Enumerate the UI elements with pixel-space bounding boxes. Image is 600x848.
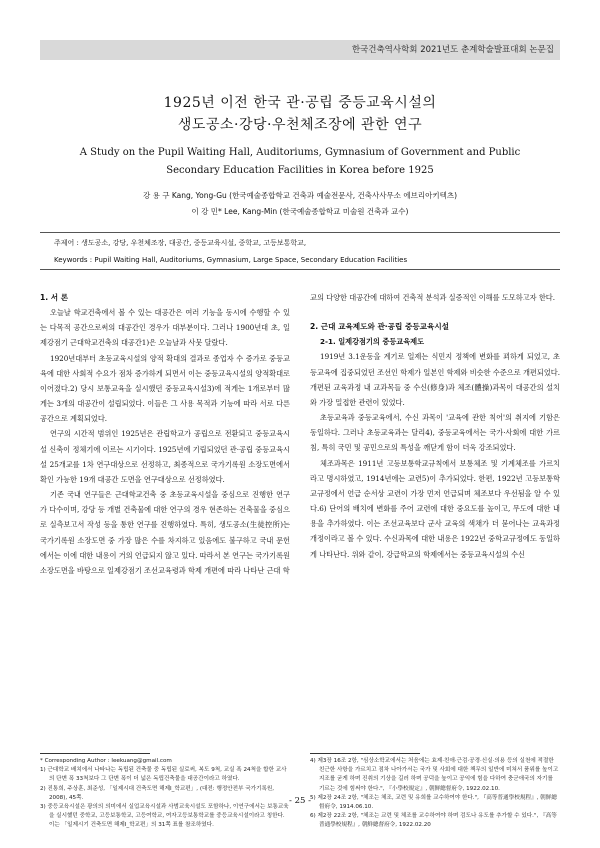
author-2: 이 강 민* Lee, Kang-Min (한국예술종합학교 미술원 건축과 교수) [191,207,409,216]
section-heading-2: 2. 근대 교육제도와 관·공립 중등교육시설 [310,322,449,332]
footnote: * Corresponding Author : leekuang@gmail.com [40,758,172,764]
right-footnotes [310,757,560,831]
subsection-heading-2-1: 2-1. 일제강점기의 중등교육제도 [320,337,425,347]
paragraph: 기존 국내 연구들은 근대학교건축 중 초등교육시설을 중심으로 진행한 연구가 다수이며, 강당 등 개별 건축물에 대한 연구의 경우 현존하는 건축물을 중심으로 실측보고서 작성 등을 통한 연구를 진행하였다. 특히, 생도공소(生徒控所)는 국가기록원 소장도면 중 가장 많은 수를 차지하고 있음에도 불구하고 국내 문헌에서는 이에 대한 내용이 거의 언급되지 않고 있다. 따라서 본 연구는 국가기록원 소장도면을 바탕으로 일제강점기 조선교육령과 학제 개편에 따라 나타난 근대 학 [40,490,290,575]
footnote: 3) 중등교육시설은 광의의 의미에서 실업교육시설과 사범교육시설도 포함하나, 이연구에서는 보통교육을 실시했던 중학교, 고등보통학교, 고등여학교, 여자고등보통학교를 중등교육시설이라고 칭한다. 이는 「일제시기 건축도면 해제Ⅰ_학교편」의 31쪽 표를 참조하였다. [40,804,289,829]
right-column [310,290,560,562]
author-1: 강 용 구 Kang, Yong-Gu (한국예술종합학교 건축과 예술전문사, 건축사사무소 에브리아키텍츠) [142,191,458,200]
paragraph: 초등교육과 중등교육에서, 수신 과목이 '교육에 관한 칙어'의 취지에 기함은 동일하다. 그러나 초등교육과는 달리4), 중등교육에서는 국가·사회에 대한 가르침, 특히 국민 및 공민으로의 특성을 깨닫게 함이 더욱 강조되었다. [310,413,560,453]
left-column [40,290,290,578]
paragraph-continued: 교의 다양한 대공간에 대하여 건축적 분석과 실증적인 이해를 도모하고자 한다. [310,293,556,302]
footnote: 5) 제2장 24조 2항, "체조는 체조, 교련 및 유희를 교수하여야 한다.", 『高等普通學校規程』, 朝鮮總督府令, 1914.06.10. [310,794,557,811]
title-korean-line-2: 생도공소·강당·우천체조장에 관한 연구 [177,117,423,133]
footnote: 4) 제3장 16조 2항, "심상소학교에서는 처음에는 효제·친애·근검·공경·신실·의용 등의 실천에 적절한 친근한 사항을 가르치고 점차 나아가서는 국가 및 사회에 대한 책무의 일반에 미쳐서 품위를 높이고 지조를 굳게 하며 진취의 기상을 길러 하며 공덕을 높이고 공익에 힘을 다하여 충군애국의 자기를 기르는 것에 힘써야 한다.", 『小學校規定』, 朝鮮總督府令, 1922.02.10. [310,758,559,792]
title-english-line-1: A Study on the Pupil Waiting Hall, Auditoriums, Gymnasium of Government and Public [79,147,521,158]
keywords-korean: 주제어 : 생도공소, 강당, 우천체조장, 대공간, 중등교육시설, 중학교, 고등보통학교, [54,239,307,247]
paragraph: 오늘날 학교건축에서 볼 수 있는 대공간은 여러 기능을 동시에 수행할 수 있는 다목적 공간으로써의 대공간인 경우가 대부분이다. 그러나 1900년대 초, 일제강점기 근대학교건축의 대공간1)은 오늘날과 사뭇 달랐다. [40,308,290,348]
left-footnotes [40,757,290,831]
section-heading-introduction: 1. 서 론 [40,293,69,302]
title-english-line-2: Secondary Education Facilities in Korea before 1925 [166,165,434,176]
footnote: 6) 제2장 22조 2항, "체조는 교련 및 체조를 교수하여야 하며 검도나 유도를 추가할 수 있다.", 『高等普通學校規程』, 朝鮮總督府令, 1922.02.20 [310,813,557,829]
paragraph: 1919년 3.1운동을 계기로 일제는 식민지 정책에 변화를 꾀하게 되었고, 초등교육에 집중되었던 조선인 학제가 일본인 학제와 비슷한 수준으로 개편되었다. 개편된 교육과정 내 교과목들 중 수신(修身)과 체조(體操)과목이 대공간의 설치와 가장 밀접한 관련이 있었다. [310,352,560,407]
running-header: 한국건축역사학회 2021년도 춘계학술발표대회 논문집 [40,40,560,60]
keywords-english: Keywords : Pupil Waiting Hall, Auditoriums, Gymnasium, Large Space, Secondary Education Facilities [54,256,408,264]
paragraph: 연구의 시간적 범위인 1925년은 관립학교가 공립으로 전환되고 중등교육시설 신축이 정체기에 이르는 시기이다. 1925년에 기립되었던 관·공립 중등교육시설 25개교를 1차 연구대상으로 선정하고, 최종적으로 국가기록원 소장도면에서 확인 가능한 19개 대공간 도면을 연구대상으로 선정하였다. [40,429,290,484]
footnote: 1) 근대학교 배치에서 나타나는 독립된 건축물 중 독립된 실로써, 복도 9척, 교실 폭 24척을 합한 교사의 단변 폭 33척보다 그 단변 폭이 더 넓은 독립건축물을 대공간이라고 하였다. [40,767,287,783]
paragraph: 1920년대부터 초등교육시설의 양적 확대의 결과로 종업자 수 증가로 중등교육에 대한 사회적 수요가 점차 증가하게 되면서 이는 중등교육시설의 양적확대로 이어졌다.2) 당시 보통교육을 실시했던 중등교육시설3)에 적게는 1개로부터 많게는 3개의 대공간이 설립되었다. 이들은 그 사용 목적과 기능에 따라 서로 다른 공간으로 계획되었다. [40,353,290,424]
footnote-divider [40,753,150,754]
footnote: 2) 진통희, 주상훈, 최준성, 「일제시대 건축도면 해제Ⅰ_학교편」, (대전: 행정안전부 국가기록원, 2008), 45쪽. [40,785,275,801]
paragraph: 체조과목은 1911년 고등보통학교규칙에서 보통체조 및 기계체조를 가르치라고 명시하였고, 1914년에는 교련5)이 추가되었다. 한편, 1922년 고등보통학교규정에서 언급 순서상 교련이 가장 먼저 언급되며 체조보다 우선됨을 알 수 있다.6) 단어의 배치에 변화를 주어 교련에 대한 중요도를 높이고, 무도에 대한 내용을 추가하였다. 이는 조선교육보다 군사 교육의 색채가 더 묻어나는 교육과정개정이라고 볼 수 있다. 수신과목에 대한 내용은 1922년 중학교규정에도 동일하게 나타난다. 위와 같이, 강급학교의 학제에서는 중등교육시설의 수신 [310,458,560,559]
title-korean-line-1: 1925년 이전 한국 관·공립 중등교육시설의 [163,95,437,111]
footnote-divider [310,753,420,754]
keywords-box [40,232,560,270]
page-number: - 25 - [289,796,311,806]
